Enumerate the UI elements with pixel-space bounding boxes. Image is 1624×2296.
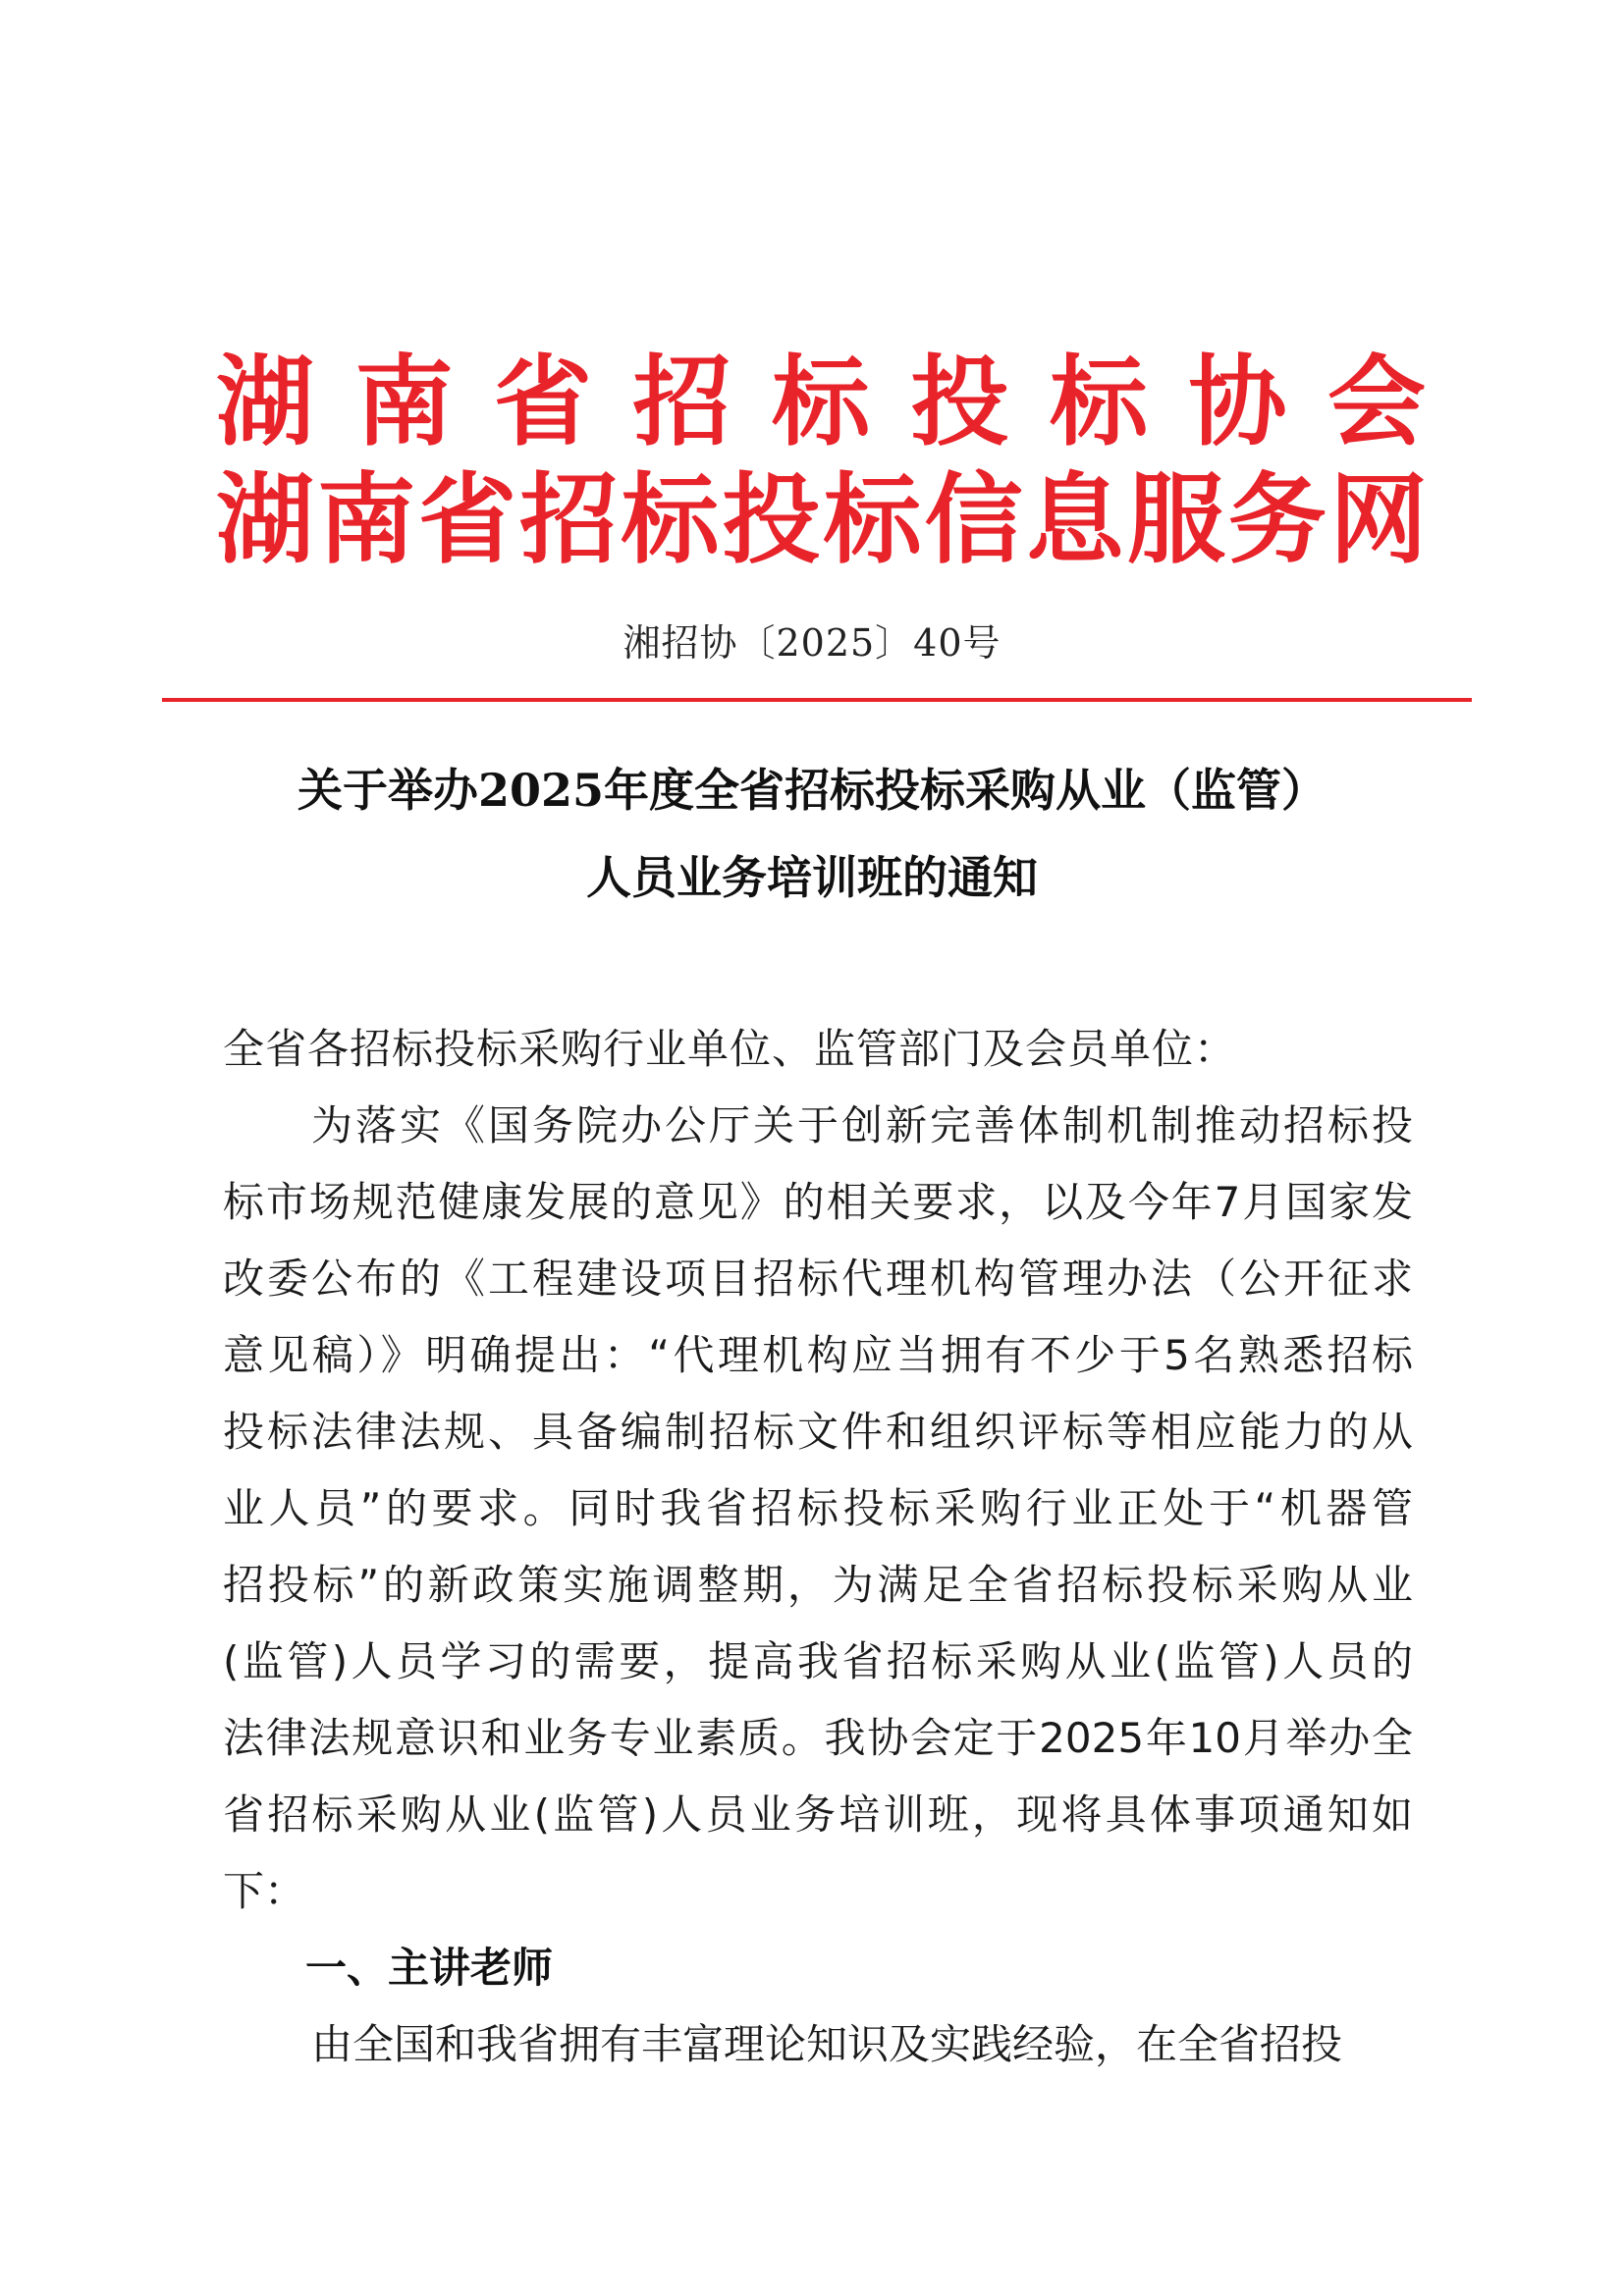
section-heading-lecturers: 一、主讲老师 xyxy=(305,1944,554,1992)
paragraph-line: (监管)人员学习的需要，提高我省招标采购从业(监管)人员的 xyxy=(223,1637,1413,1685)
notice-title-line-2: 人员业务培训班的通知 xyxy=(586,851,1038,904)
notice-title-line-1: 关于举办2025年度全省招标投标采购从业（监管） xyxy=(297,764,1327,817)
paragraph-line: 为落实《国务院办公厅关于创新完善体制机制推动招标投 xyxy=(311,1101,1413,1149)
paragraph-line: 下： xyxy=(223,1867,306,1915)
paragraph-line: 招投标”的新政策实施调整期，为满足全省招标投标采购从业 xyxy=(223,1561,1413,1609)
org-title-line-2: 湖南省招标投标信息服务网 xyxy=(216,462,1426,577)
paragraph-line: 由全国和我省拥有丰富理论知识及实践经验，在全省招投 xyxy=(311,2020,1343,2068)
paragraph-line: 标市场规范健康发展的意见》的相关要求，以及今年7月国家发 xyxy=(223,1178,1413,1226)
paragraph-line: 省招标采购从业(监管)人员业务培训班，现将具体事项通知如 xyxy=(223,1790,1413,1839)
paragraph-line: 业人员”的要求。同时我省招标投标采购行业正处于“机器管 xyxy=(223,1484,1413,1532)
org-title-line-1: 湖南省招标投标协会 xyxy=(216,345,1426,459)
paragraph-line: 意见稿）》明确提出：“代理机构应当拥有不少于5名熟悉招标 xyxy=(223,1331,1413,1379)
document-number: 湘招协〔2025〕40号 xyxy=(623,621,1001,665)
notice-body xyxy=(223,1011,1413,2083)
salutation: 全省各招标投标采购行业单位、监管部门及会员单位： xyxy=(223,1025,1237,1073)
paragraph-line: 改委公布的《工程建设项目招标代理机构管理办法（公开征求 xyxy=(223,1255,1413,1303)
red-divider-line xyxy=(162,698,1472,702)
paragraph-line: 法律法规意识和业务专业素质。我协会定于2025年10月举办全 xyxy=(223,1714,1413,1762)
paragraph-line: 投标法律法规、具备编制招标文件和组织评标等相应能力的从 xyxy=(223,1408,1413,1456)
